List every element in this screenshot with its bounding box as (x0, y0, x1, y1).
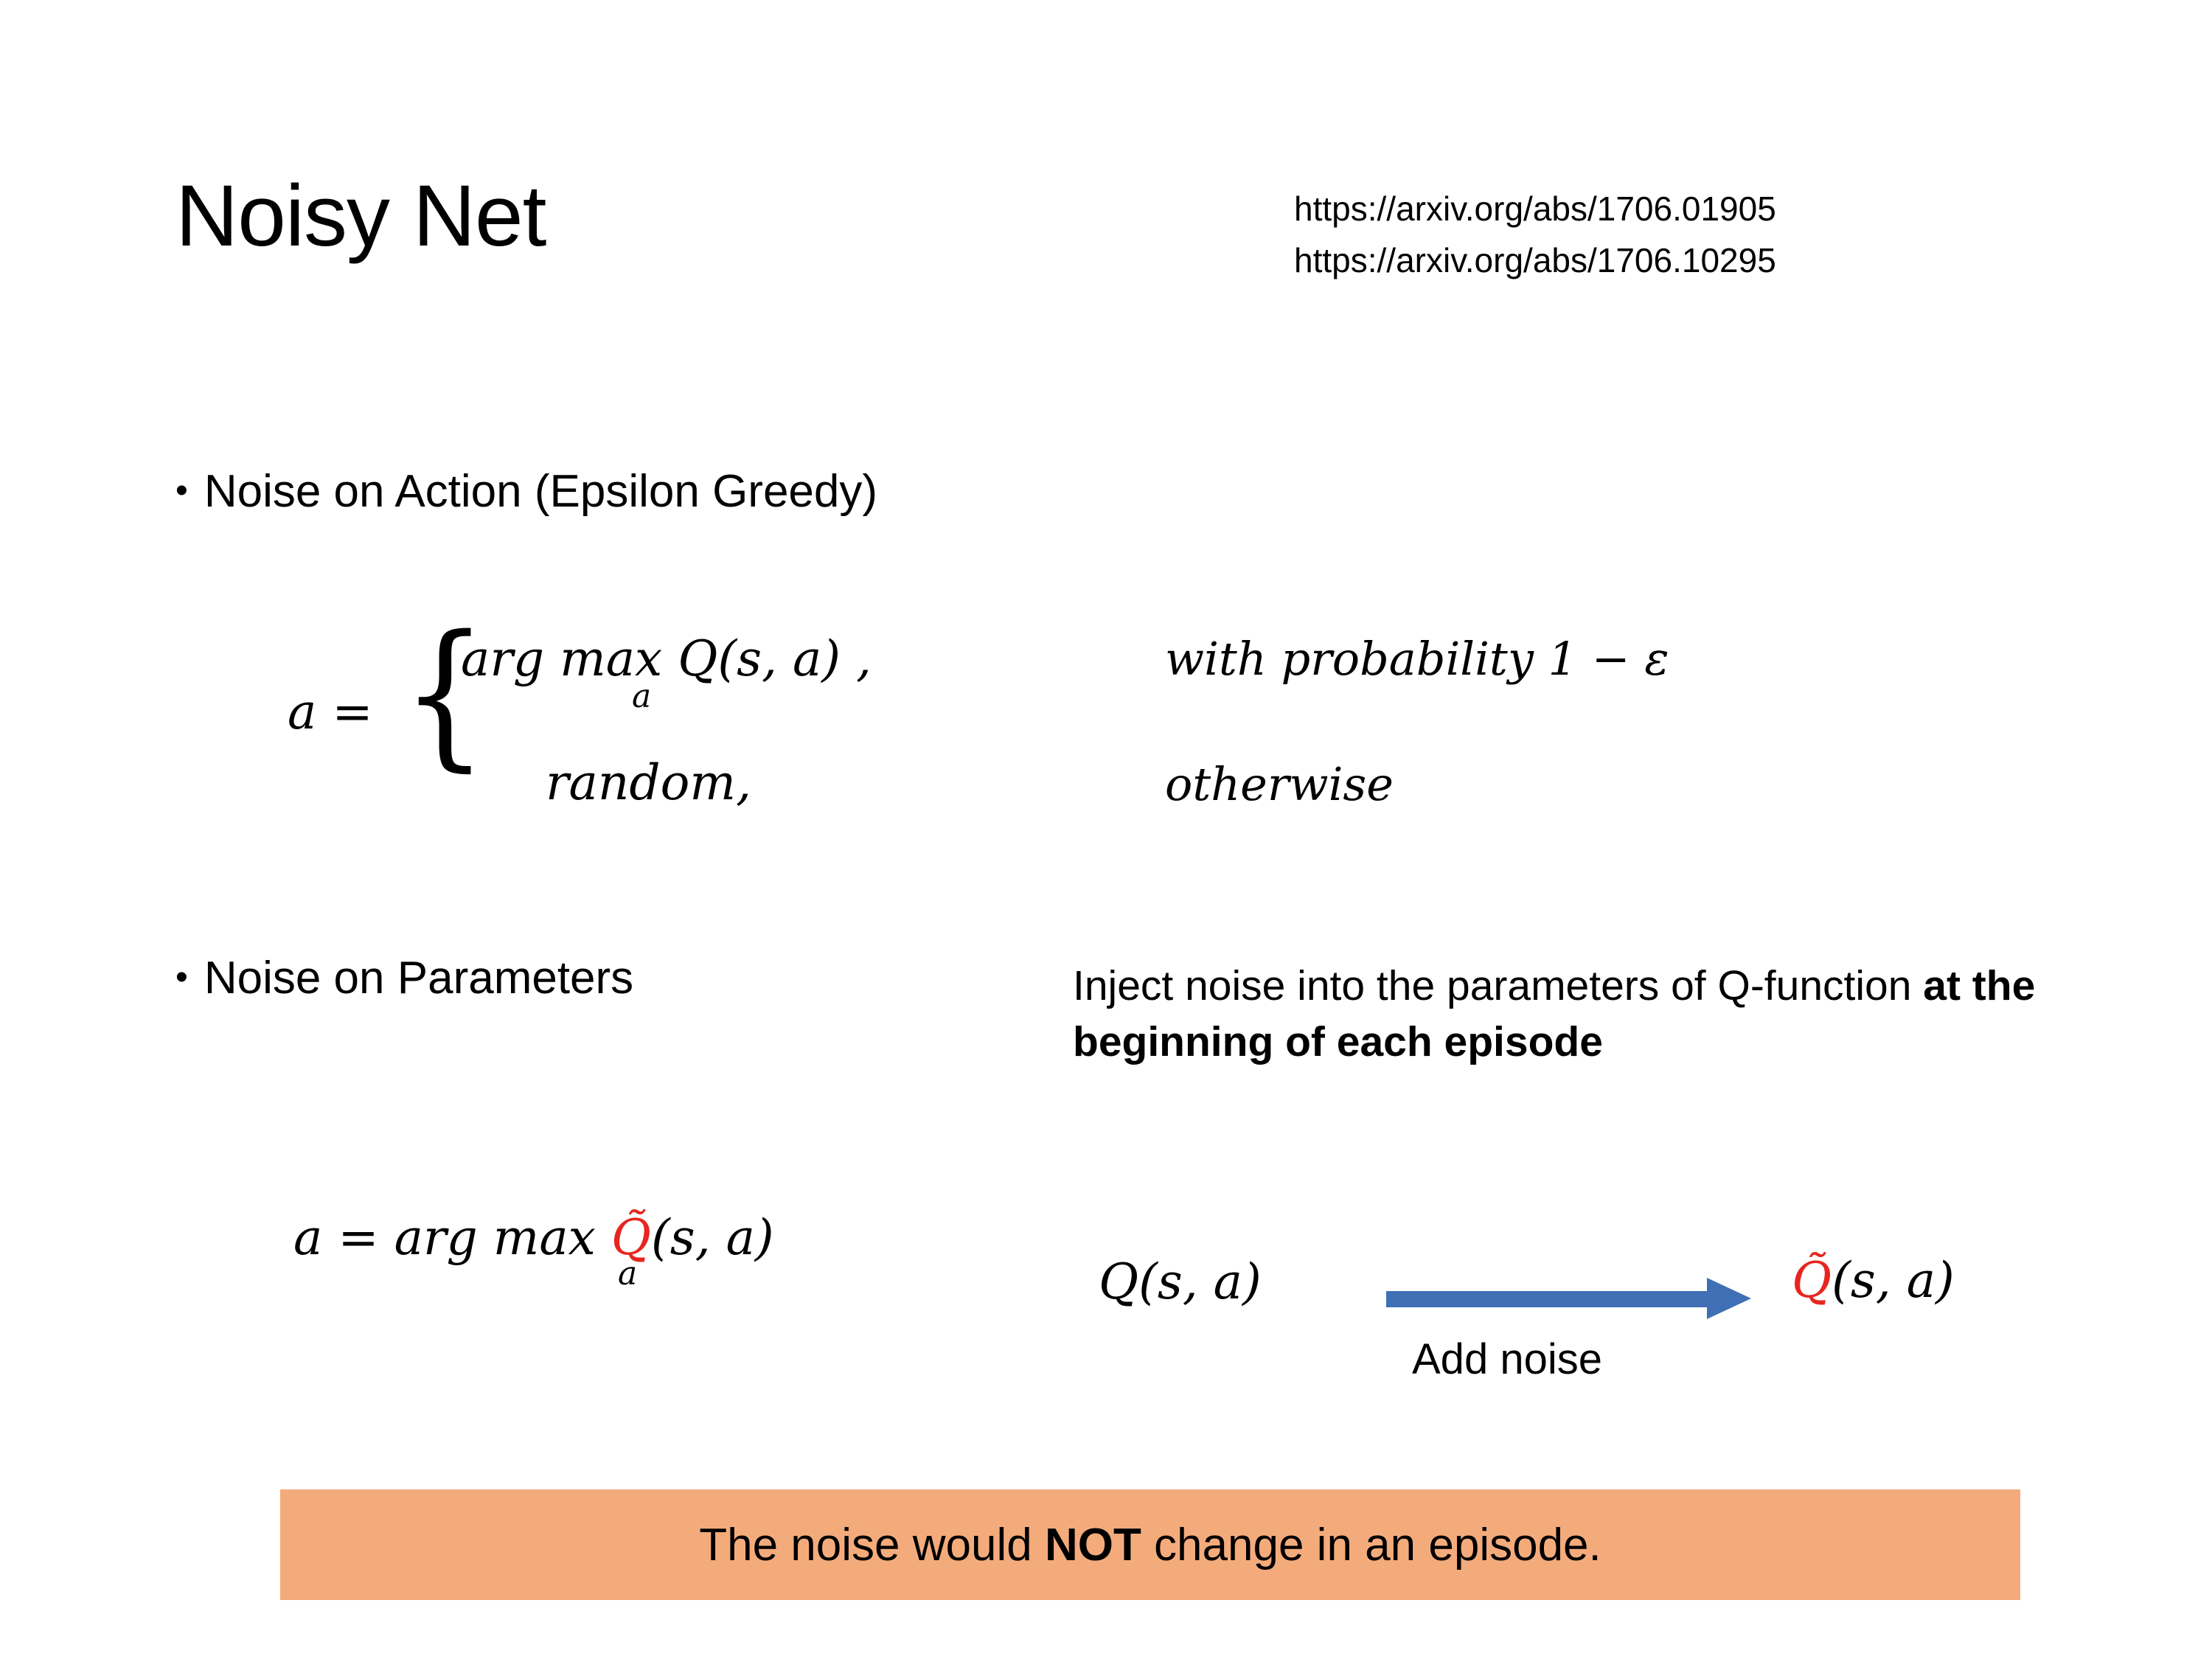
page-title: Noisy Net (175, 167, 546, 265)
case-1-subscript: a (632, 678, 652, 715)
inject-noise-description (1073, 959, 2120, 1071)
arrow-caption: Add noise (1412, 1335, 1602, 1383)
parameter-equation (293, 1209, 774, 1293)
bullet-dot-icon: • (175, 470, 188, 510)
equation-case-2: random, (546, 754, 751, 811)
parameter-equation-lhs: a = arg max (293, 1209, 596, 1266)
reference-links (1294, 186, 1776, 289)
arrow-head (1707, 1278, 1751, 1319)
callout-bold: NOT (1044, 1519, 1141, 1571)
parameter-equation-subscript: a (618, 1255, 638, 1293)
equation-lhs: a = (288, 684, 373, 740)
arrow-right-icon (1386, 1279, 1762, 1316)
equation-condition-1: with probability 1 − ε (1165, 632, 1669, 686)
diagram-qtilde-args: (s, a) (1832, 1252, 1955, 1309)
bullet-noise-on-parameters (175, 951, 633, 1006)
parameter-equation-args: (s, a) (650, 1209, 774, 1266)
parameter-equation-qtilde: Q̃ (611, 1209, 651, 1266)
arrow-shaft (1386, 1291, 1711, 1307)
reference-link-2[interactable]: https://arxiv.org/abs/1706.10295 (1294, 241, 1776, 280)
callout-suffix: change in an episode. (1141, 1519, 1601, 1571)
diagram-q-label: Q(s, a) (1099, 1253, 1262, 1310)
case-1-argmax: arg max (461, 630, 663, 687)
bullet-noise-on-parameters-label: Noise on Parameters (204, 953, 634, 1004)
callout-box (280, 1489, 2020, 1600)
bullet-noise-on-action-label: Noise on Action (Epsilon Greedy) (204, 466, 878, 517)
add-noise-diagram (1099, 1246, 2057, 1430)
diagram-qtilde-symbol: Q̃ (1792, 1252, 1832, 1309)
callout-prefix: The noise would (699, 1519, 1045, 1571)
diagram-qtilde-label (1792, 1252, 1955, 1309)
equation-case-1 (461, 630, 872, 715)
callout-text (699, 1519, 1601, 1571)
inject-noise-text-plain: Inject noise into the parameters of Q-function (1073, 962, 1924, 1009)
case-1-rest: Q(s, a) , (678, 630, 872, 687)
bullet-dot-icon: • (175, 957, 188, 997)
inject-noise-text-bold: at the beginning of each episode (1073, 962, 2036, 1065)
equation-condition-2: otherwise (1165, 757, 1394, 811)
curly-brace-icon: { (402, 601, 488, 786)
epsilon-greedy-equation (288, 601, 2020, 874)
bullet-noise-on-action (175, 465, 877, 519)
reference-link-1[interactable]: https://arxiv.org/abs/1706.01905 (1294, 189, 1776, 228)
